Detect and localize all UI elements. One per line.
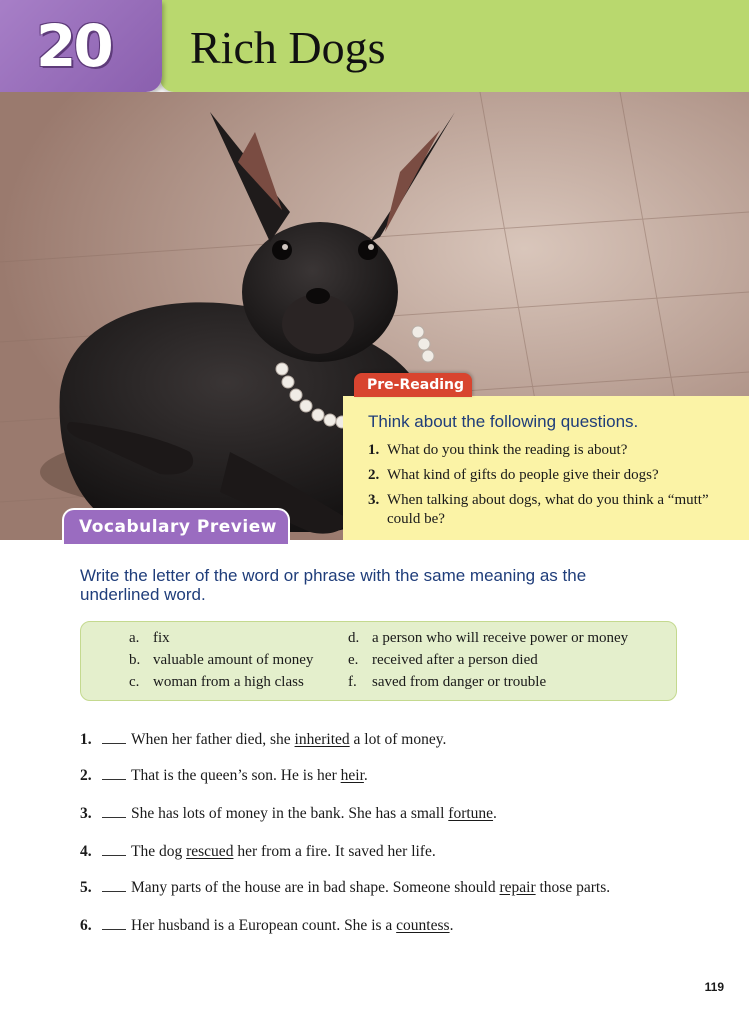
underlined-word: countess bbox=[396, 917, 450, 934]
vocabulary-preview-tab: Vocabulary Preview bbox=[62, 508, 290, 544]
sentence-before: When her father died, she bbox=[131, 731, 295, 748]
sentence-before: Many parts of the house are in bad shape. Someone should bbox=[131, 879, 500, 896]
sentence-after: those parts. bbox=[535, 879, 611, 896]
vocabulary-option bbox=[129, 628, 170, 648]
answer-blank[interactable] bbox=[102, 730, 126, 744]
sentence-before: The dog bbox=[131, 843, 187, 860]
question-number: 1. bbox=[368, 442, 380, 458]
option-text: saved from danger or trouble bbox=[372, 674, 547, 690]
exercise-item bbox=[80, 765, 680, 787]
question-number: 2. bbox=[368, 467, 380, 483]
sentence-after: . bbox=[449, 917, 454, 934]
sentence-after: . bbox=[363, 767, 368, 784]
vocabulary-option bbox=[129, 650, 313, 670]
unit-tab bbox=[0, 0, 162, 92]
pre-reading-question bbox=[368, 491, 738, 529]
option-letter: c. bbox=[129, 674, 140, 690]
question-number: 3. bbox=[368, 492, 380, 508]
option-letter: f. bbox=[348, 674, 357, 690]
sentence-after: a lot of money. bbox=[349, 731, 447, 748]
option-letter: b. bbox=[129, 652, 141, 668]
question-text: What kind of gifts do people give their dogs? bbox=[387, 467, 659, 483]
pre-reading-tab: Pre-Reading bbox=[354, 373, 472, 397]
item-number: 6. bbox=[80, 917, 92, 934]
exercise-item bbox=[80, 877, 680, 899]
underlined-word: repair bbox=[499, 879, 536, 896]
item-number: 2. bbox=[80, 767, 92, 784]
item-number: 5. bbox=[80, 879, 92, 896]
exercise-item bbox=[80, 729, 680, 751]
exercise-item bbox=[80, 841, 680, 863]
option-text: fix bbox=[153, 630, 170, 646]
option-letter: d. bbox=[348, 630, 360, 646]
item-number: 4. bbox=[80, 843, 92, 860]
question-text: What do you think the reading is about? bbox=[387, 442, 628, 458]
option-letter: e. bbox=[348, 652, 359, 668]
sentence-before: Her husband is a European count. She is a bbox=[131, 917, 397, 934]
vocabulary-option bbox=[348, 628, 628, 648]
unit-number: 20 bbox=[36, 12, 111, 80]
pre-reading-question bbox=[368, 466, 738, 485]
vocabulary-option bbox=[129, 672, 304, 692]
vocabulary-instructions: Write the letter of the word or phrase with the same meaning as the underlined word. bbox=[80, 566, 587, 604]
option-letter: a. bbox=[129, 630, 140, 646]
pre-reading-question bbox=[368, 441, 738, 460]
answer-blank[interactable] bbox=[102, 766, 126, 780]
sentence-before: That is the queen’s son. He is her bbox=[131, 767, 341, 784]
answer-blank[interactable] bbox=[102, 916, 126, 930]
answer-blank[interactable] bbox=[102, 878, 126, 892]
question-text: When talking about dogs, what do you think a “mutt” could be? bbox=[387, 492, 709, 527]
item-number: 3. bbox=[80, 805, 92, 822]
option-text: received after a person died bbox=[372, 652, 538, 668]
vocabulary-option bbox=[348, 672, 546, 692]
underlined-word: fortune bbox=[448, 805, 494, 822]
underlined-word: rescued bbox=[186, 843, 234, 860]
sentence-after: her from a fire. It saved her life. bbox=[233, 843, 436, 860]
underlined-word: heir bbox=[340, 767, 364, 784]
answer-blank[interactable] bbox=[102, 804, 126, 818]
item-number: 1. bbox=[80, 731, 92, 748]
exercise-item bbox=[80, 803, 680, 825]
underlined-word: inherited bbox=[294, 731, 350, 748]
answer-blank[interactable] bbox=[102, 842, 126, 856]
sentence-before: She has lots of money in the bank. She has a small bbox=[131, 805, 449, 822]
pre-reading-heading: Think about the following questions. bbox=[368, 412, 639, 431]
option-text: a person who will receive power or money bbox=[372, 630, 629, 646]
option-text: valuable amount of money bbox=[153, 652, 314, 668]
sentence-after: . bbox=[493, 805, 497, 822]
page-number: 119 bbox=[704, 980, 724, 994]
option-text: woman from a high class bbox=[153, 674, 304, 690]
vocabulary-option bbox=[348, 650, 538, 670]
page-title: Rich Dogs bbox=[190, 22, 386, 73]
exercise-item bbox=[80, 915, 680, 937]
